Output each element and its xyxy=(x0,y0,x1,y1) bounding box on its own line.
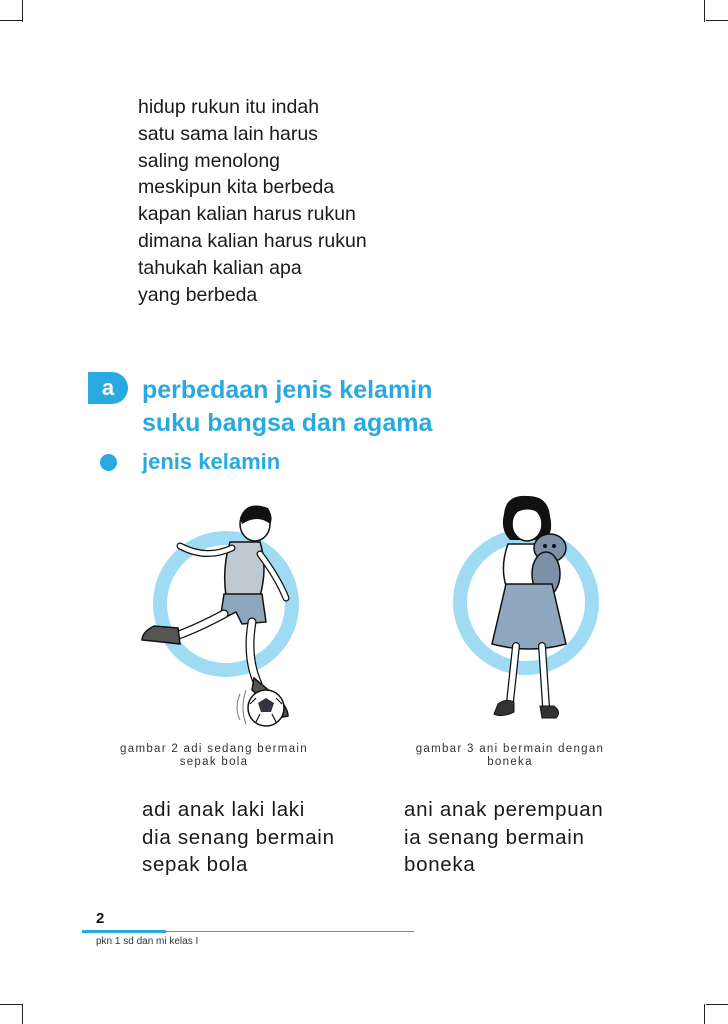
poem-line: dimana kalian harus rukun xyxy=(138,229,367,252)
section-heading xyxy=(142,374,432,440)
description-line: ani anak perempuan xyxy=(404,798,604,821)
caption-line: boneka xyxy=(487,756,533,768)
crop-mark xyxy=(704,1004,705,1024)
poem-line: yang berbeda xyxy=(138,283,258,306)
caption-line: gambar 2 adi sedang bermain xyxy=(120,743,308,755)
description-line: boneka xyxy=(404,853,476,876)
subheading: jenis kelamin xyxy=(142,449,281,474)
description-line: dia senang bermain xyxy=(142,825,335,849)
book-title: pkn 1 sd dan mi kelas I xyxy=(96,936,199,947)
section-badge: a xyxy=(88,372,128,404)
description-line: ia senang bermain xyxy=(404,825,585,849)
poem-line: tahukah kalian apa xyxy=(138,256,302,279)
boy-playing-football-illustration xyxy=(128,498,308,738)
footer-divider xyxy=(82,930,166,933)
caption-line: gambar 3 ani bermain dengan xyxy=(415,743,605,755)
crop-mark xyxy=(0,1004,22,1005)
page-number: 2 xyxy=(96,910,105,927)
poem xyxy=(138,94,367,308)
description-line: sepak bola xyxy=(142,853,249,876)
poem-line: kapan kalian harus rukun xyxy=(138,203,356,226)
figure-description xyxy=(404,796,604,879)
poem-line: hidup rukun itu indah xyxy=(138,96,320,118)
poem-line: satu sama lain harus xyxy=(138,122,318,145)
crop-mark xyxy=(0,20,22,21)
caption-line: sepak bola xyxy=(179,756,249,768)
crop-mark xyxy=(22,0,23,22)
figure-caption xyxy=(108,743,320,769)
figure-caption xyxy=(402,743,618,769)
crop-mark xyxy=(704,0,705,22)
crop-mark xyxy=(706,1004,728,1005)
section-heading-line: perbedaan jenis kelamin xyxy=(142,376,433,404)
girl-holding-doll-illustration xyxy=(450,494,610,734)
crop-mark xyxy=(22,1004,23,1024)
footer-divider xyxy=(166,931,414,932)
description-line: adi anak laki laki xyxy=(142,798,306,821)
poem-line: meskipun kita berbeda xyxy=(138,176,335,199)
crop-mark xyxy=(706,20,728,21)
figure-description xyxy=(142,796,335,879)
bullet-icon xyxy=(100,454,117,471)
poem-line: saling menolong xyxy=(138,149,281,172)
section-heading-line: suku bangsa dan agama xyxy=(142,409,433,437)
